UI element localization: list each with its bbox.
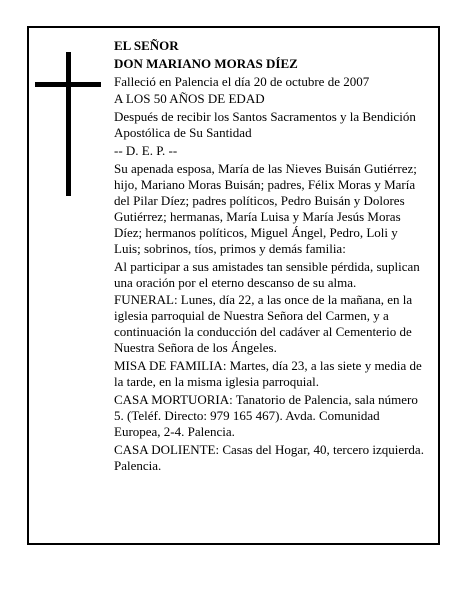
cross-horizontal-bar — [35, 82, 101, 87]
age-line: A LOS 50 AÑOS DE EDAD — [114, 91, 265, 107]
home-paragraph: CASA DOLIENTE: Casas del Hogar, 40, tercero izquierda. Palencia. — [114, 441, 424, 473]
funeral-paragraph: FUNERAL: Lunes, día 22, a las once de la mañana, en la iglesia parroquial de Nuestra Señora del Carmen, y a continuación la conducción del cadáver al Cementerio de Nuestra Señora de los Ángeles. — [114, 292, 413, 356]
family-paragraph: Su apenada esposa, María de las Nieves Buisán Gutiérrez; hijo, Mariano Moras Buisán; padres, Félix Moras y María del Pilar Díez; padres políticos, Pedro Buisán y Dolores Gutiérrez; hermanas, María Luisa y María Jesús Moras Díez; hermanos políticos, Miguel Ángel, Pedro, Loli y Luis; sobrinos, tíos, primos y demás familia: — [114, 160, 417, 256]
request-paragraph: Al participar a sus amistades tan sensible pérdida, suplican una oración por el eterno descanso de su alma. — [114, 258, 420, 290]
deceased-name: DON MARIANO MORAS DÍEZ — [114, 55, 298, 71]
mass-paragraph: MISA DE FAMILIA: Martes, día 23, a las siete y media de la tarde, en la misma iglesia parroquial. — [114, 358, 422, 390]
rip-line: -- D. E. P. -- — [114, 142, 178, 158]
obituary-text — [114, 38, 424, 476]
mortuary-paragraph: CASA MORTUORIA: Tanatorio de Palencia, sala número 5. (Teléf. Directo: 979 165 467). Avda. Comunidad Europea, 2-4. Palencia. — [114, 391, 418, 439]
sacraments-line: Después de recibir los Santos Sacramentos y la Bendición Apostólica de Su Santidad — [114, 109, 416, 141]
title-line: EL SEÑOR — [114, 38, 179, 53]
death-line: Falleció en Palencia el día 20 de octubre de 2007 — [114, 73, 370, 89]
cross-vertical-bar — [66, 52, 71, 196]
